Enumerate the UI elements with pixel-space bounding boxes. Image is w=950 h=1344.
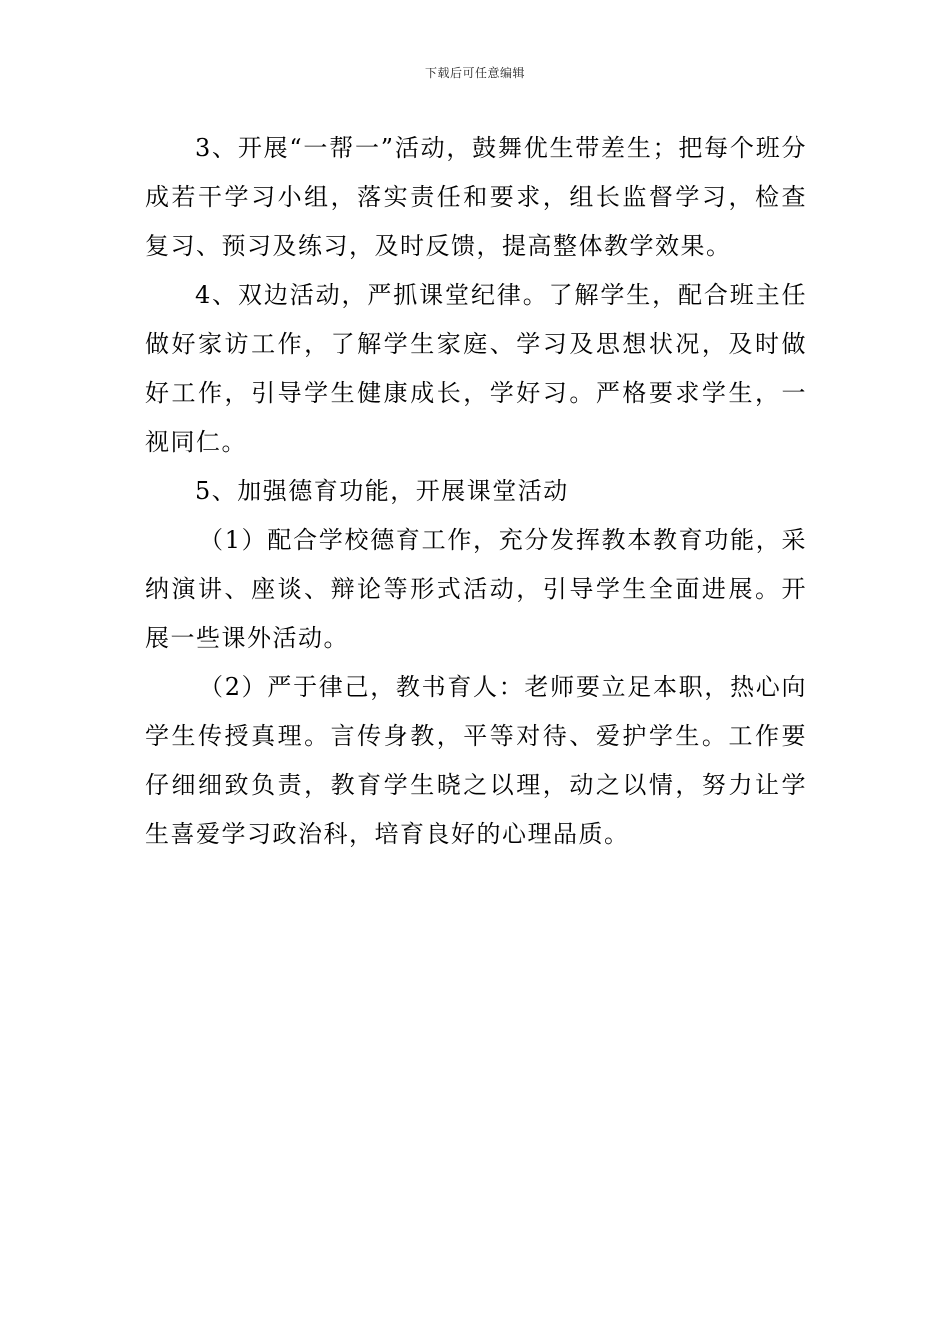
- paragraph-item-4: 4、双边活动，严抓课堂纪律。了解学生，配合班主任做好家访工作，了解学生家庭、学习及思想状况，及时做好工作，引导学生健康成长，学好习。严格要求学生，一视同仁。: [145, 281, 807, 456]
- paragraph-item-3: 3、开展“一帮一”活动，鼓舞优生带差生；把每个班分成若干学习小组，落实责任和要求，组长监督学习，检查复习、预习及练习，及时反馈，提高整体教学效果。: [145, 134, 807, 260]
- paragraph-subitem-1: （1）配合学校德育工作，充分发挥教本教育功能，采纳演讲、座谈、辩论等形式活动，引导学生全面进展。开展一些课外活动。: [145, 526, 807, 652]
- document-body: [145, 124, 807, 859]
- page-header: 下载后可任意编辑: [424, 66, 525, 80]
- paragraph-item-5: 5、加强德育功能，开展课堂活动: [195, 477, 569, 505]
- paragraph-subitem-2: （2）严于律己，教书育人：老师要立足本职，热心向学生传授真理。言传身教，平等对待、爱护学生。工作要仔细细致负责，教育学生晓之以理，动之以情，努力让学生喜爱学习政治科，培育良好的心理品质。: [145, 673, 807, 848]
